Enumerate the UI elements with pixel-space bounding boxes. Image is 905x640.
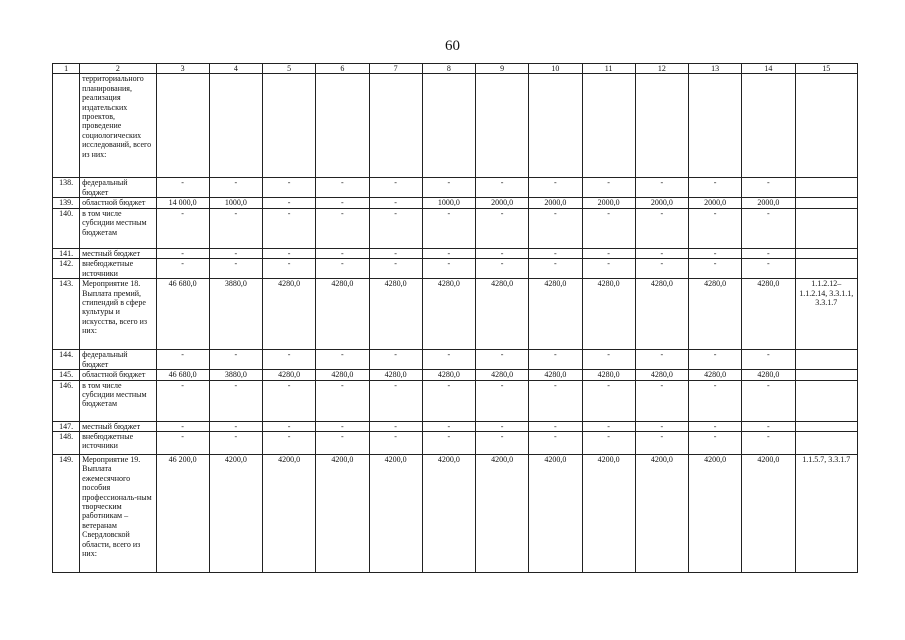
row-name: федеральный бюджет <box>80 350 156 370</box>
value-cell: - <box>369 198 422 208</box>
value-cell: - <box>316 198 369 208</box>
value-cell: - <box>529 259 582 279</box>
page-number: 60 <box>445 38 460 54</box>
value-cell: 4200,0 <box>369 455 422 573</box>
value-cell: - <box>635 380 688 421</box>
value-cell: - <box>582 259 635 279</box>
table-row <box>53 198 858 208</box>
value-cell: - <box>742 259 795 279</box>
table-body <box>53 74 858 573</box>
value-cell: - <box>635 350 688 370</box>
value-cell: 4280,0 <box>316 370 369 380</box>
value-cell: - <box>635 432 688 455</box>
value-cell: - <box>422 208 475 248</box>
value-cell: - <box>635 208 688 248</box>
value-cell: - <box>476 380 529 421</box>
value-cell: - <box>422 432 475 455</box>
value-cell: 4280,0 <box>369 279 422 350</box>
target-indicators <box>795 421 858 431</box>
value-cell: - <box>316 421 369 431</box>
value-cell: 1000,0 <box>422 198 475 208</box>
table-row <box>53 350 858 370</box>
value-cell: - <box>263 208 316 248</box>
value-cell: 2000,0 <box>529 198 582 208</box>
value-cell: - <box>156 350 209 370</box>
value-cell: 4280,0 <box>476 279 529 350</box>
value-cell: 4280,0 <box>476 370 529 380</box>
row-number: 144. <box>53 350 80 370</box>
row-name: внебюджетные источники <box>80 259 156 279</box>
column-header: 4 <box>209 64 262 74</box>
value-cell: - <box>476 350 529 370</box>
table-row <box>53 259 858 279</box>
table-row <box>53 370 858 380</box>
value-cell: - <box>582 380 635 421</box>
value-cell: 4280,0 <box>582 370 635 380</box>
value-cell: - <box>316 380 369 421</box>
value-cell: - <box>263 178 316 198</box>
value-cell: 4280,0 <box>529 370 582 380</box>
column-header: 11 <box>582 64 635 74</box>
value-cell: 4280,0 <box>529 279 582 350</box>
row-name: областной бюджет <box>80 370 156 380</box>
column-header: 8 <box>422 64 475 74</box>
target-indicators: 1.1.5.7, 3.3.1.7 <box>795 455 858 573</box>
value-cell: - <box>476 248 529 258</box>
row-name: в том числе субсидии местным бюджетам <box>80 380 156 421</box>
value-cell: 3880,0 <box>209 370 262 380</box>
value-cell: 4200,0 <box>582 455 635 573</box>
value-cell <box>689 74 742 178</box>
value-cell: - <box>476 432 529 455</box>
row-name: федеральный бюджет <box>80 178 156 198</box>
value-cell: 2000,0 <box>582 198 635 208</box>
row-number: 139. <box>53 198 80 208</box>
value-cell: - <box>635 421 688 431</box>
budget-table <box>52 63 858 573</box>
value-cell: - <box>209 208 262 248</box>
value-cell: 2000,0 <box>742 198 795 208</box>
value-cell: - <box>156 432 209 455</box>
value-cell: - <box>263 198 316 208</box>
value-cell: - <box>209 248 262 258</box>
value-cell: - <box>156 178 209 198</box>
value-cell: - <box>529 248 582 258</box>
value-cell <box>209 74 262 178</box>
value-cell: - <box>689 432 742 455</box>
value-cell: - <box>156 380 209 421</box>
column-header: 6 <box>316 64 369 74</box>
value-cell: - <box>422 178 475 198</box>
value-cell: - <box>689 380 742 421</box>
row-number: 148. <box>53 432 80 455</box>
value-cell: 4280,0 <box>689 279 742 350</box>
row-name: Мероприятие 18. Выплата премий, стипендий в сфере культуры и искусства, всего из них: <box>80 279 156 350</box>
value-cell: 4200,0 <box>263 455 316 573</box>
target-indicators <box>795 259 858 279</box>
value-cell: 4280,0 <box>742 370 795 380</box>
value-cell: 4280,0 <box>635 370 688 380</box>
value-cell <box>263 74 316 178</box>
row-number: 142. <box>53 259 80 279</box>
target-indicators <box>795 198 858 208</box>
value-cell: 46 680,0 <box>156 279 209 350</box>
value-cell: - <box>422 380 475 421</box>
value-cell: - <box>263 432 316 455</box>
value-cell: - <box>742 380 795 421</box>
value-cell: 4280,0 <box>422 279 475 350</box>
value-cell: - <box>635 248 688 258</box>
value-cell: - <box>316 259 369 279</box>
value-cell: - <box>742 350 795 370</box>
value-cell: 4280,0 <box>263 370 316 380</box>
value-cell: - <box>476 421 529 431</box>
value-cell: - <box>369 248 422 258</box>
value-cell: - <box>742 432 795 455</box>
value-cell: - <box>209 350 262 370</box>
table-row <box>53 74 858 178</box>
target-indicators <box>795 432 858 455</box>
value-cell: 4200,0 <box>742 455 795 573</box>
value-cell <box>635 74 688 178</box>
value-cell <box>529 74 582 178</box>
target-indicators: 1.1.2.12–1.1.2.14, 3.3.1.1, 3.3.1.7 <box>795 279 858 350</box>
value-cell: - <box>156 259 209 279</box>
row-number: 147. <box>53 421 80 431</box>
value-cell: - <box>529 208 582 248</box>
column-header: 5 <box>263 64 316 74</box>
row-number <box>53 74 80 178</box>
value-cell <box>369 74 422 178</box>
target-indicators <box>795 178 858 198</box>
value-cell: - <box>689 178 742 198</box>
value-cell: - <box>742 248 795 258</box>
table-row <box>53 421 858 431</box>
value-cell: 1000,0 <box>209 198 262 208</box>
value-cell: 4200,0 <box>476 455 529 573</box>
value-cell: - <box>316 178 369 198</box>
value-cell <box>316 74 369 178</box>
row-number: 143. <box>53 279 80 350</box>
column-header: 3 <box>156 64 209 74</box>
value-cell: - <box>369 208 422 248</box>
target-indicators <box>795 370 858 380</box>
target-indicators <box>795 74 858 178</box>
value-cell: - <box>476 259 529 279</box>
value-cell: - <box>476 208 529 248</box>
value-cell: - <box>529 350 582 370</box>
value-cell: - <box>582 432 635 455</box>
value-cell: - <box>209 178 262 198</box>
value-cell: - <box>529 178 582 198</box>
value-cell: 4280,0 <box>263 279 316 350</box>
value-cell: - <box>369 432 422 455</box>
value-cell: - <box>582 350 635 370</box>
value-cell: - <box>635 178 688 198</box>
value-cell: - <box>742 208 795 248</box>
value-cell: 2000,0 <box>476 198 529 208</box>
table-row <box>53 455 858 573</box>
value-cell: 3880,0 <box>209 279 262 350</box>
value-cell: 4200,0 <box>422 455 475 573</box>
value-cell <box>156 74 209 178</box>
value-cell: - <box>689 208 742 248</box>
value-cell: - <box>742 178 795 198</box>
value-cell: - <box>582 178 635 198</box>
column-header: 14 <box>742 64 795 74</box>
value-cell: - <box>209 259 262 279</box>
column-header: 12 <box>635 64 688 74</box>
table-row <box>53 208 858 248</box>
value-cell: - <box>582 248 635 258</box>
value-cell: - <box>422 421 475 431</box>
value-cell: 4200,0 <box>529 455 582 573</box>
target-indicators <box>795 380 858 421</box>
value-cell: - <box>369 178 422 198</box>
value-cell: - <box>156 208 209 248</box>
row-name: областной бюджет <box>80 198 156 208</box>
row-number: 146. <box>53 380 80 421</box>
column-header: 15 <box>795 64 858 74</box>
value-cell: - <box>209 380 262 421</box>
column-header: 1 <box>53 64 80 74</box>
column-header: 13 <box>689 64 742 74</box>
target-indicators <box>795 248 858 258</box>
value-cell: - <box>689 421 742 431</box>
value-cell: 4280,0 <box>422 370 475 380</box>
column-header: 10 <box>529 64 582 74</box>
value-cell: 4280,0 <box>742 279 795 350</box>
row-name: в том числе субсидии местным бюджетам <box>80 208 156 248</box>
value-cell: 2000,0 <box>635 198 688 208</box>
value-cell: - <box>689 248 742 258</box>
value-cell: - <box>529 421 582 431</box>
row-number: 140. <box>53 208 80 248</box>
value-cell: - <box>635 259 688 279</box>
value-cell: - <box>156 248 209 258</box>
row-name: Мероприятие 19. Выплата ежемесячного пособия профессиональ-ным творческим работникам – ветеранам Свердловской области, всего из них: <box>80 455 156 573</box>
value-cell: - <box>369 380 422 421</box>
row-name: местный бюджет <box>80 248 156 258</box>
value-cell <box>476 74 529 178</box>
value-cell: 14 000,0 <box>156 198 209 208</box>
value-cell: - <box>369 259 422 279</box>
value-cell: 4280,0 <box>582 279 635 350</box>
value-cell: - <box>316 432 369 455</box>
value-cell: - <box>209 421 262 431</box>
table-row <box>53 432 858 455</box>
value-cell: - <box>582 421 635 431</box>
target-indicators <box>795 350 858 370</box>
value-cell: - <box>476 178 529 198</box>
value-cell: - <box>689 350 742 370</box>
value-cell: - <box>369 350 422 370</box>
value-cell: - <box>369 421 422 431</box>
value-cell: 4280,0 <box>689 370 742 380</box>
value-cell: 2000,0 <box>689 198 742 208</box>
value-cell: - <box>422 259 475 279</box>
table-row <box>53 279 858 350</box>
value-cell: - <box>263 421 316 431</box>
row-number: 149. <box>53 455 80 573</box>
value-cell <box>582 74 635 178</box>
column-header: 7 <box>369 64 422 74</box>
value-cell: - <box>209 432 262 455</box>
table-row <box>53 248 858 258</box>
column-header: 2 <box>80 64 156 74</box>
row-number: 138. <box>53 178 80 198</box>
value-cell: 4280,0 <box>316 279 369 350</box>
value-cell: - <box>422 350 475 370</box>
value-cell: 4200,0 <box>689 455 742 573</box>
value-cell: - <box>689 259 742 279</box>
row-name: внебюджетные источники <box>80 432 156 455</box>
value-cell: - <box>742 421 795 431</box>
column-header: 9 <box>476 64 529 74</box>
value-cell: - <box>529 432 582 455</box>
value-cell: 46 200,0 <box>156 455 209 573</box>
table-row <box>53 380 858 421</box>
value-cell: - <box>316 208 369 248</box>
row-number: 141. <box>53 248 80 258</box>
value-cell: 4200,0 <box>209 455 262 573</box>
value-cell: - <box>316 350 369 370</box>
value-cell <box>742 74 795 178</box>
target-indicators <box>795 208 858 248</box>
value-cell: - <box>582 208 635 248</box>
value-cell: 46 680,0 <box>156 370 209 380</box>
column-number-row <box>53 64 858 74</box>
value-cell: - <box>263 259 316 279</box>
value-cell: - <box>422 248 475 258</box>
value-cell: 4200,0 <box>635 455 688 573</box>
value-cell: - <box>263 248 316 258</box>
value-cell: - <box>156 421 209 431</box>
value-cell: - <box>529 380 582 421</box>
row-name: территориального планирования, реализация издательских проектов, проведение социологических исследований, всего из них: <box>80 74 156 178</box>
row-number: 145. <box>53 370 80 380</box>
row-name: местный бюджет <box>80 421 156 431</box>
value-cell: - <box>263 350 316 370</box>
value-cell: 4280,0 <box>635 279 688 350</box>
value-cell <box>422 74 475 178</box>
value-cell: 4200,0 <box>316 455 369 573</box>
table-row <box>53 178 858 198</box>
value-cell: - <box>263 380 316 421</box>
value-cell: - <box>316 248 369 258</box>
value-cell: 4280,0 <box>369 370 422 380</box>
